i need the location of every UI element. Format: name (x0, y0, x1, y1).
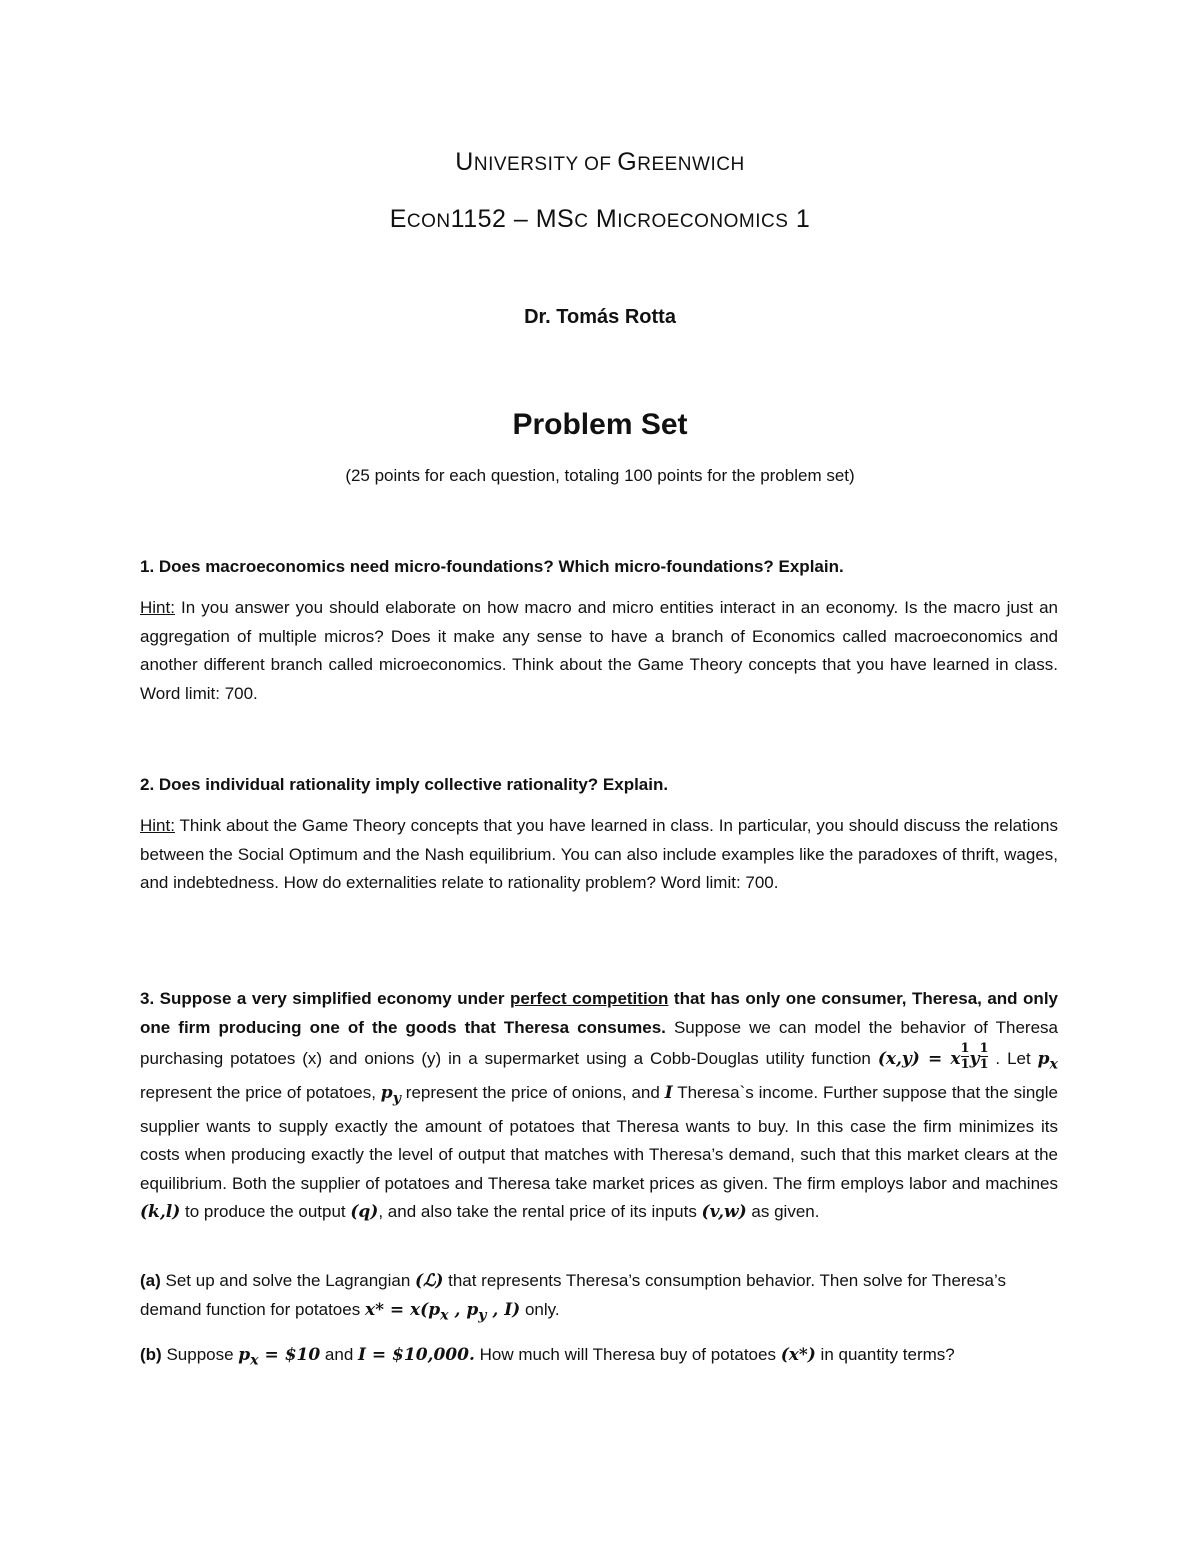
part-a-sub-y: y (478, 1306, 487, 1323)
part-a-sub-x: x (440, 1306, 449, 1323)
uni-word-niversity: NIVERSITY (473, 154, 579, 175)
part-b-text-c: How much will Theresa buy of potatoes (474, 1345, 781, 1364)
problem-set-title: Problem Set (512, 408, 688, 441)
uni-initial-g: G (617, 148, 638, 176)
course-con: CON (406, 211, 451, 232)
course-c: C (574, 211, 589, 232)
course-code: 1152 – MS (450, 205, 575, 233)
course-title (0, 205, 1200, 234)
frac-denominator: 1 (960, 1057, 970, 1072)
frac-denominator: 1 (979, 1057, 989, 1072)
part-b-text-d: in quantity terms? (815, 1345, 955, 1364)
hint-label: Hint: (140, 598, 175, 617)
part-a-demand-end: , I) (486, 1299, 521, 1320)
q3-price-py: p (380, 1082, 393, 1103)
part-b-sub-x: x (250, 1352, 259, 1369)
part-b-text-b: and (320, 1345, 359, 1364)
q3-text-c: represent the price of potatoes, (140, 1082, 381, 1102)
university-title (0, 148, 1200, 177)
q3-text-b: . Let (988, 1049, 1038, 1068)
q3-perfect-competition: perfect competition (509, 989, 669, 1008)
q3-price-px: p (1037, 1049, 1050, 1069)
question-3b (140, 1341, 1058, 1375)
frac-numerator: 1 (960, 1041, 970, 1056)
hint-label: Hint: (140, 816, 175, 835)
q3-utility-xy: (x,y) = x (877, 1049, 961, 1069)
uni-word-of: OF (578, 154, 618, 175)
q3-utility-y: y (969, 1049, 980, 1069)
course-initial-m: M (588, 205, 618, 233)
part-a-lagrangian: (ℒ) (415, 1271, 444, 1291)
uni-initial-u: U (455, 148, 474, 176)
uni-word-reenwich: REENWICH (637, 154, 745, 175)
question-3a (140, 1267, 1058, 1329)
q3-text-d: represent the price of onions, and (400, 1082, 665, 1102)
q3-text-a: Suppose we can model the behavior of Theresa purchasing potatoes (x) and onions (y) in a supermarket using a Cobb-Douglas utility function (140, 1017, 1058, 1068)
part-a-demand-fn: x* = x(p (364, 1299, 441, 1320)
q3-text-f: to produce the output (180, 1202, 351, 1222)
q3-text-g: , and also take the rental price of its inputs (378, 1202, 702, 1222)
part-a-text-a: Set up and solve the Lagrangian (160, 1271, 416, 1290)
question-1: 1. Does macroeconomics need micro-foundations? Which micro-foundations? Explain. (140, 557, 844, 576)
question-3 (140, 985, 1058, 1227)
q3-prices-vw: (v,w) (701, 1202, 747, 1223)
question-2: 2. Does individual rationality imply collective rationality? Explain. (140, 775, 669, 794)
course-number: 1 (788, 205, 811, 233)
q3-text-e: Theresa`s income. Further suppose that the single supplier wants to supply exactly the amount of potatoes that Theresa wants to buy. In this case the firm minimizes its costs when producing exactly the level of output that matches with Theresa’s demand, such that this market clears at the equilibrium. Both the supplier of potatoes and Theresa take market prices as given. The firm employs labor and machines (140, 1082, 1058, 1193)
q3-sub-x: x (1049, 1056, 1058, 1073)
q3-inputs-kl: (k,l) (140, 1202, 181, 1223)
part-b-label: (b) (140, 1345, 162, 1364)
part-a-text-b: that represents Theresa’s consumption behavior. Then solve for Theresa’s demand function for potatoes (140, 1271, 1006, 1319)
q3-bold-b: that has only one consumer, Theresa, and only one firm producing one of the goods that Theresa consumes. (140, 989, 1058, 1037)
question-2-hint (140, 812, 1058, 898)
course-icroeconomics: ICROECONOMICS (617, 211, 789, 232)
q3-income-i: I (664, 1082, 673, 1103)
part-a-demand-mid: , p (448, 1299, 479, 1320)
q3-text-h: as given. (746, 1202, 820, 1222)
part-a-label: (a) (140, 1271, 161, 1290)
frac-numerator: 1 (979, 1041, 989, 1056)
q3-frac-1 (961, 1042, 970, 1071)
part-b-income: I = $10,000. (358, 1345, 475, 1365)
q3-sub-y: y (392, 1090, 401, 1107)
q3-bold-a: 3. Suppose a very simplified economy under (140, 989, 510, 1008)
part-b-price-value: = $10 (258, 1345, 321, 1365)
part-a-text-c: only. (520, 1299, 560, 1319)
hint-text: Think about the Game Theory concepts that you have learned in class. In particular, you should discuss the relations between the Social Optimum and the Nash equilibrium. You can also include examples like the paradoxes of thrift, wages, and indebtedness. How do externalities relate to rationality problem? Word limit: 700. (140, 816, 1058, 892)
course-initial-e: E (389, 205, 407, 233)
part-b-price-px: p (238, 1345, 251, 1365)
part-b-quantity: (x*) (780, 1345, 816, 1365)
problem-set-subtitle: (25 points for each question, totaling 100 points for the problem set) (345, 466, 855, 485)
author-name: Dr. Tomás Rotta (524, 306, 676, 328)
hint-text: In you answer you should elaborate on how macro and micro entities interact in an economy. Is the macro just an aggregation of multiple micros? Does it make any sense to have a branch of Economics called macroeconomics and another different branch called microeconomics. Think about the Game Theory concepts that you have learned in class. Word limit: 700. (140, 598, 1058, 703)
part-b-text-a: Suppose (161, 1345, 239, 1364)
question-1-hint (140, 594, 1058, 708)
q3-output-q: (q) (350, 1202, 379, 1223)
